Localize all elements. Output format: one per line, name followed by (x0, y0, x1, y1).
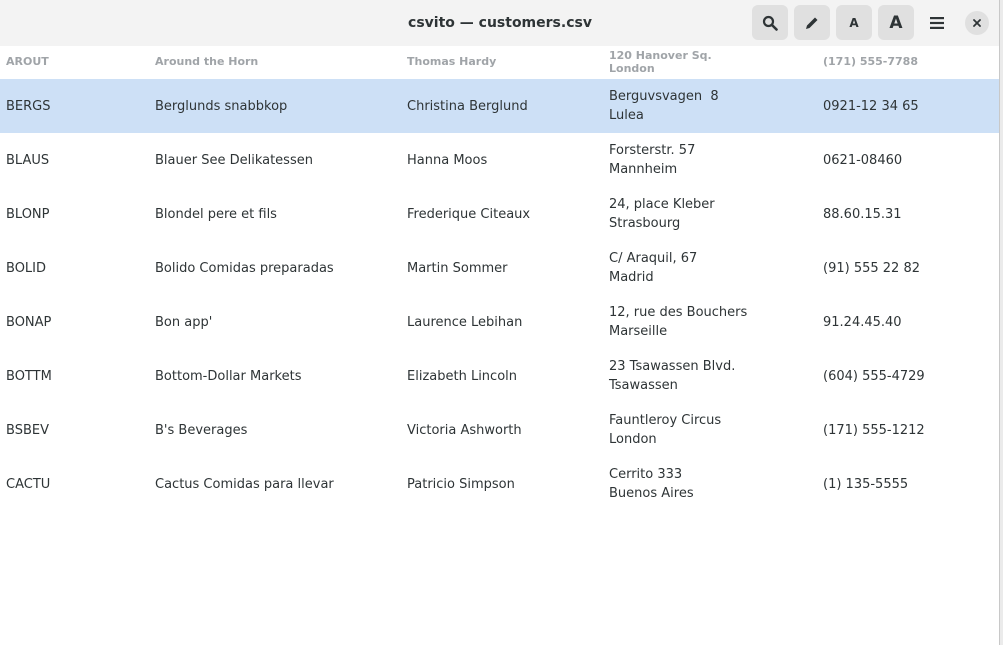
cell-address-city: Tsawassen (609, 378, 678, 393)
table-row[interactable] (0, 403, 1000, 457)
cell-address-street: Berguvsvagen 8 (609, 89, 719, 104)
column-header-company[interactable]: Around the Horn (155, 55, 259, 68)
cell-company: Bolido Comidas preparadas (155, 261, 334, 276)
cell-id: BLONP (6, 207, 50, 222)
increase-font-button[interactable] (878, 5, 914, 40)
cell-phone: (604) 555-4729 (823, 369, 925, 384)
cell-address-street: C/ Araquil, 67 (609, 251, 698, 266)
cell-id: BSBEV (6, 423, 49, 438)
cell-address-street: Forsterstr. 57 (609, 143, 696, 158)
cell-address-city: Strasbourg (609, 216, 681, 231)
hamburger-menu-icon (930, 17, 944, 29)
cell-address-city: London (609, 432, 657, 447)
column-header-id[interactable]: AROUT (6, 55, 49, 68)
cell-address-street: 24, place Kleber (609, 197, 715, 212)
cell-phone: 88.60.15.31 (823, 207, 902, 222)
cell-address-city: Madrid (609, 270, 654, 285)
close-icon (973, 19, 981, 27)
cell-id: CACTU (6, 477, 51, 492)
cell-phone: (171) 555-1212 (823, 423, 925, 438)
cell-id: BERGS (6, 99, 51, 114)
cell-address (609, 195, 715, 233)
cell-address (609, 357, 735, 395)
table-row[interactable] (0, 79, 1000, 133)
cell-id: BOLID (6, 261, 47, 276)
cell-company: Bottom-Dollar Markets (155, 369, 302, 384)
cell-phone: 0621-08460 (823, 153, 903, 168)
column-header-address-line1: 120 Hanover Sq. (609, 49, 712, 62)
cell-company: Cactus Comidas para llevar (155, 477, 334, 492)
column-header-address-line2: London (609, 62, 655, 75)
menu-button[interactable] (919, 5, 955, 40)
column-header-phone[interactable]: (171) 555-7788 (823, 55, 918, 68)
cell-contact: Hanna Moos (407, 153, 488, 168)
cell-address-street: 23 Tsawassen Blvd. (609, 359, 736, 374)
cell-address (609, 303, 747, 341)
table-header (0, 46, 1000, 79)
cell-address-street: 12, rue des Bouchers (609, 305, 748, 320)
cell-address-city: Mannheim (609, 162, 678, 177)
cell-contact: Christina Berglund (407, 99, 528, 114)
cell-address-street: Fauntleroy Circus (609, 413, 722, 428)
cell-contact: Elizabeth Lincoln (407, 369, 517, 384)
cell-company: Berglunds snabbkop (155, 99, 288, 114)
column-header-contact[interactable]: Thomas Hardy (407, 55, 497, 68)
cell-address (609, 411, 721, 449)
close-button[interactable] (965, 11, 989, 35)
font-small-icon: A (849, 15, 859, 30)
table-row[interactable] (0, 133, 1000, 187)
table-row[interactable] (0, 241, 1000, 295)
search-button[interactable] (752, 5, 788, 40)
search-icon (762, 15, 778, 31)
pencil-icon (804, 15, 820, 31)
cell-company: Blondel pere et fils (155, 207, 277, 222)
cell-id: BONAP (6, 315, 52, 330)
cell-phone: 91.24.45.40 (823, 315, 902, 330)
cell-contact: Victoria Ashworth (407, 423, 522, 438)
font-large-icon: A (889, 12, 903, 33)
cell-address (609, 249, 697, 287)
cell-contact: Laurence Lebihan (407, 315, 523, 330)
cell-phone: (91) 555 22 82 (823, 261, 920, 276)
header-bar (0, 0, 1000, 46)
cell-phone: 0921-12 34 65 (823, 99, 919, 114)
cell-address (609, 87, 719, 125)
cell-company: Bon app' (155, 315, 213, 330)
column-header-address[interactable] (609, 49, 712, 75)
cell-address-city: Lulea (609, 108, 644, 123)
cell-address (609, 465, 694, 503)
cell-id: BOTTM (6, 369, 52, 384)
cell-id: BLAUS (6, 153, 50, 168)
cell-phone: (1) 135-5555 (823, 477, 909, 492)
cell-address (609, 141, 695, 179)
cell-address-street: Cerrito 333 (609, 467, 683, 482)
table-row[interactable] (0, 187, 1000, 241)
decrease-font-button[interactable] (836, 5, 872, 40)
cell-contact: Patricio Simpson (407, 477, 515, 492)
window-title: csvito — customers.csv (408, 15, 592, 31)
cell-company: B's Beverages (155, 423, 248, 438)
cell-address-city: Marseille (609, 324, 668, 339)
cell-address-city: Buenos Aires (609, 486, 694, 501)
cell-company: Blauer See Delikatessen (155, 153, 313, 168)
cell-contact: Martin Sommer (407, 261, 508, 276)
table-row[interactable] (0, 295, 1000, 349)
table-row[interactable] (0, 457, 1000, 511)
cell-contact: Frederique Citeaux (407, 207, 531, 222)
table-row[interactable] (0, 349, 1000, 403)
edit-button[interactable] (794, 5, 830, 40)
